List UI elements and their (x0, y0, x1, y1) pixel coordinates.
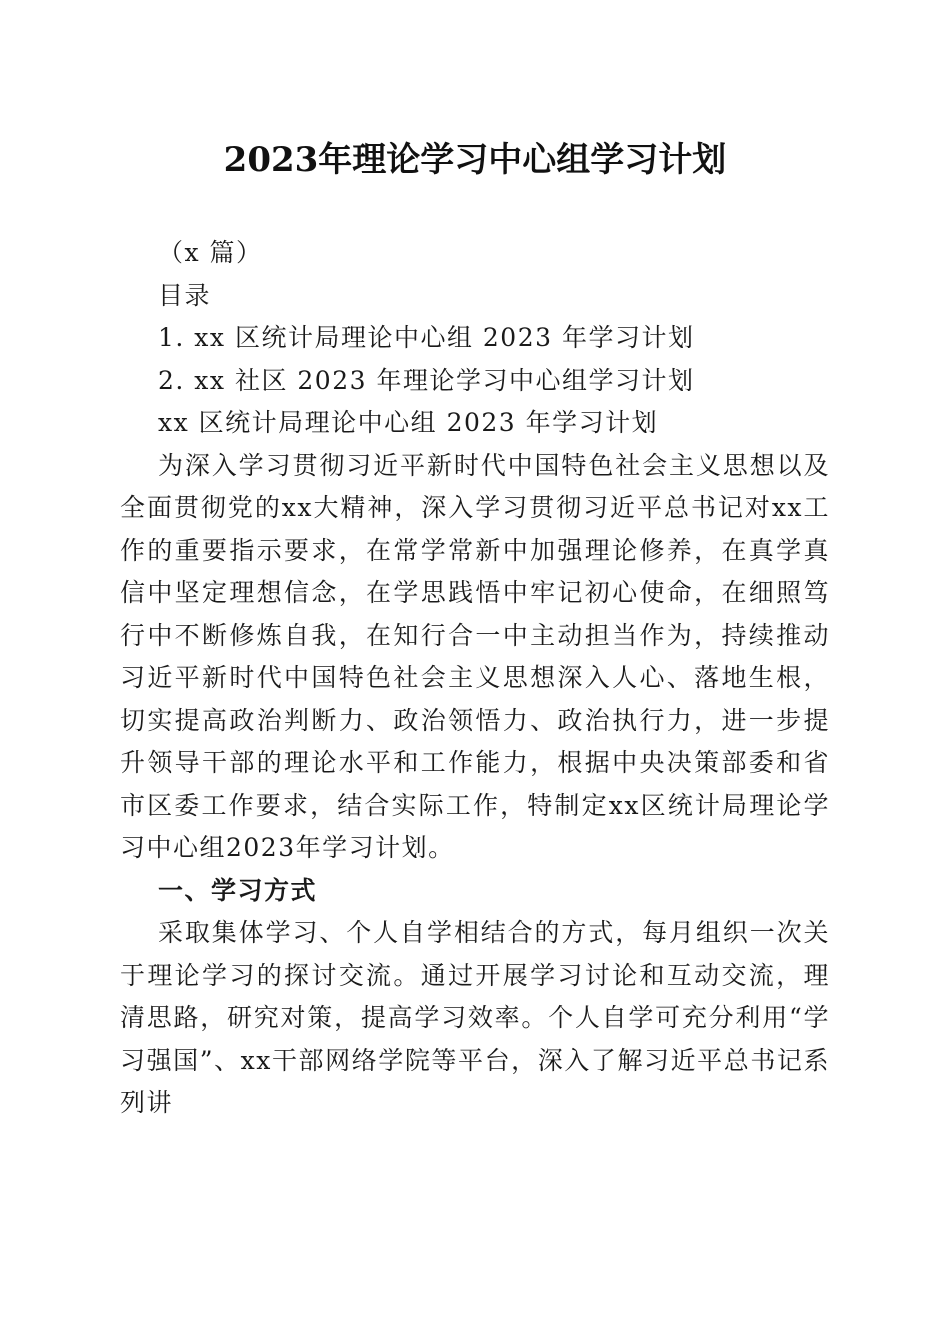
document-subtitle: （x 篇） (158, 238, 263, 267)
intro-paragraph: 为深入学习贯彻习近平新时代中国特色社会主义思想以及全面贯彻党的xx大精神，深入学习贯彻习近平总书记对xx工作的重要指示要求，在常学常新中加强理论修养，在真学真信中坚定理想信念，在学思践悟中牢记初心使命，在细照笃行中不断修炼自我，在知行合一中主动担当作为，持续推动习近平新时代中国特色社会主义思想深入人心、落地生根，切实提高政治判断力、政治领悟力、政治执行力，进一步提升领导干部的理论水平和工作能力，根据中央决策部委和省市区委工作要求，结合实际工作，特制定xx区统计局理论学习中心组2023年学习计划。 (120, 450, 830, 862)
toc-item: 2. xx 社区 2023 年理论学习中心组学习计划 (158, 365, 695, 395)
toc-label: 目录 (158, 280, 212, 310)
section-title: xx 区统计局理论中心组 2023 年学习计划 (158, 408, 659, 437)
toc-item: 1. xx 区统计局理论中心组 2023 年学习计划 (158, 323, 695, 352)
document-body (120, 232, 830, 1125)
document-title: 2023年理论学习中心组学习计划 (223, 140, 727, 180)
method-paragraph: 采取集体学习、个人自学相结合的方式，每月组织一次关于理论学习的探讨交流。通过开展学习讨论和互动交流，理清思路，研究对策，提高学习效率。个人自学可充分利用“学习强国”、xx干部网络学院等平台，深入了解习近平总书记系列讲 (120, 918, 830, 1117)
heading-study-method: 一、学习方式 (158, 875, 318, 905)
